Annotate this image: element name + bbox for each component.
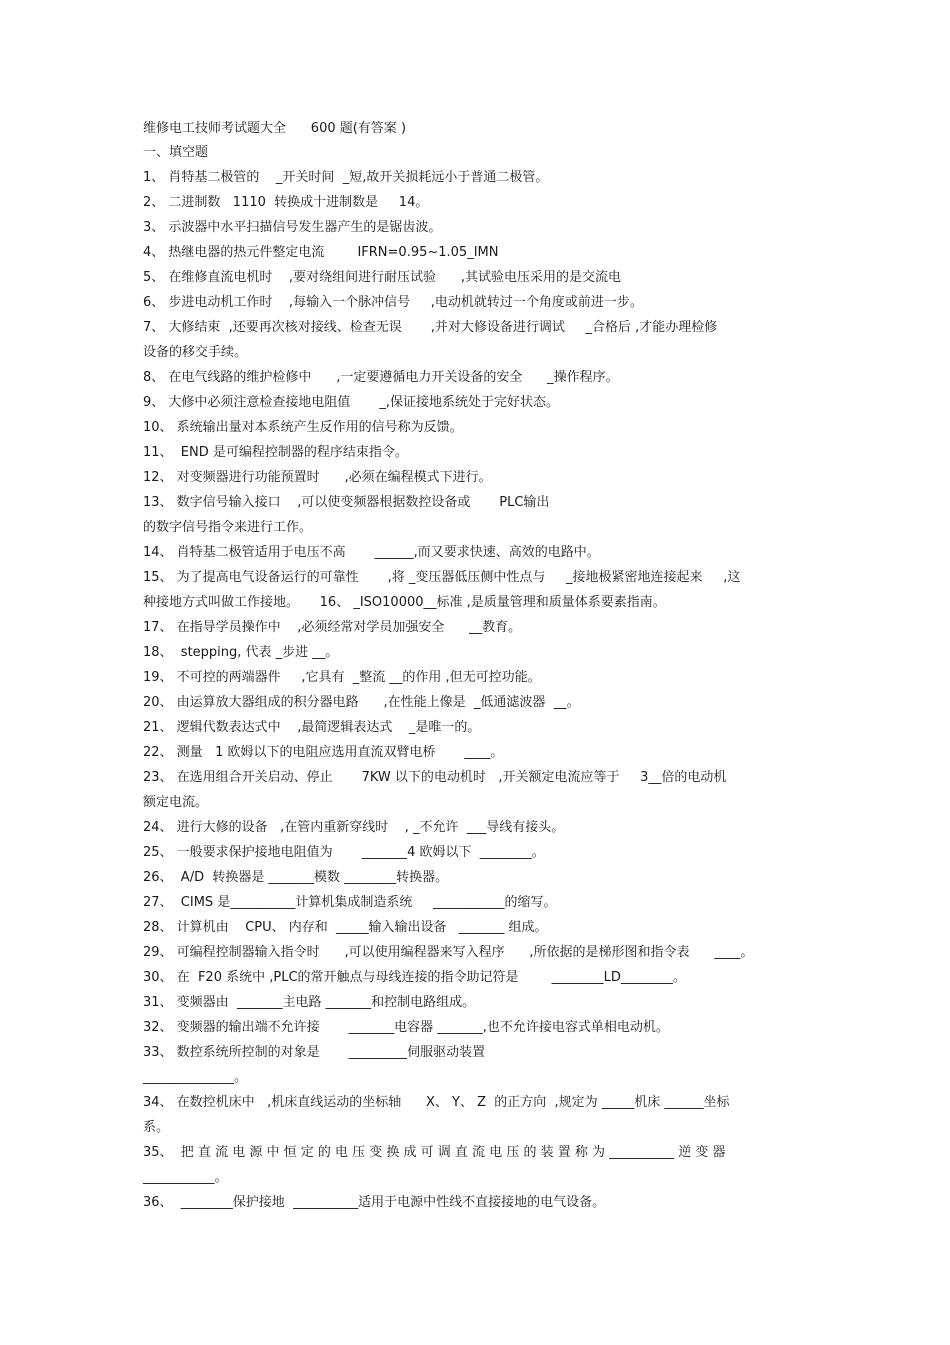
question-line: 6、 步进电动机工作时 ,每输入一个脉冲信号 ,电动机就转过一个角度或前进一步。 — [143, 295, 643, 310]
question-line: 额定电流。 — [143, 795, 209, 810]
question-line: 33、 数控系统所控制的对象是 _________伺服驱动装置 — [143, 1045, 486, 1060]
question-line: 9、 大修中必须注意检查接地电阻值 _,保证接地系统处于完好状态。 — [143, 395, 559, 410]
question-line: 22、 测量 1 欧姆以下的电阻应选用直流双臂电桥 ____。 — [143, 745, 504, 760]
question-line: 32、 变频器的输出端不允许接 _______电容器 _______,也不允许接电容式单相电动机。 — [143, 1020, 669, 1035]
question-line: 系。 — [143, 1120, 170, 1135]
question-line: 2、 二进制数 1110 转换成十进制数是 14。 — [143, 195, 429, 210]
question-line: 15、 为了提高电气设备运行的可靠性 ,将 _变压器低压侧中性点与 _接地极紧密地连接起来 ,这 — [143, 570, 741, 585]
section-heading: 一、填空题 — [143, 145, 209, 160]
question-line: 14、 肖特基二极管适用于电压不高 ______,而又要求快速、高效的电路中。 — [143, 545, 600, 560]
question-line: 34、 在数控机床中 ,机床直线运动的坐标轴 X、 Y、 Z 的正方向 ,规定为 _____机床 ______坐标 — [143, 1095, 730, 1110]
question-line: 设备的移交手续。 — [143, 345, 248, 360]
question-line: 30、 在 F20 系统中 ,PLC的常开触点与母线连接的指令助记符是 ________LD________。 — [143, 970, 686, 985]
question-line: 7、 大修结束 ,还要再次核对接线、检查无误 ,并对大修设备进行调试 _合格后 ,才能办理检修 — [143, 320, 718, 335]
question-line: 18、 stepping, 代表 _步进 __。 — [143, 645, 339, 660]
question-line: 25、 一般要求保护接地电阻值为 _______4 欧姆以下 ________。 — [143, 845, 545, 860]
question-line: 17、 在指导学员操作中 ,必须经常对学员加强安全 __教育。 — [143, 620, 522, 635]
question-line: 28、 计算机由 CPU、 内存和 _____输入输出设备 _______ 组成。 — [143, 920, 548, 935]
question-line: 11、 END 是可编程控制器的程序结束指令。 — [143, 445, 408, 460]
document-title: 维修电工技师考试题大全 600 题(有答案 ) — [143, 121, 407, 136]
question-line: 10、 系统输出量对本系统产生反作用的信号称为反馈。 — [143, 420, 463, 435]
question-line: 36、 ________保护接地 __________适用于电源中性线不直接接地的电气设备。 — [143, 1195, 606, 1210]
document-body — [143, 117, 823, 1215]
question-line: 20、 由运算放大器组成的积分器电路 ,在性能上像是 _低通滤波器 __。 — [143, 695, 580, 710]
question-line: 4、 热继电器的热元件整定电流 IFRN=0.95~1.05_IMN — [143, 245, 499, 260]
question-line: 13、 数字信号输入接口 ,可以使变频器根据数控设备或 PLC输出 — [143, 495, 550, 510]
question-line: 29、 可编程控制器输入指令时 ,可以使用编程器来写入程序 ,所依据的是梯形图和指令表 ____。 — [143, 945, 754, 960]
question-list — [143, 165, 823, 1215]
question-line: 23、 在选用组合开关启动、停止 7KW 以下的电动机时 ,开关额定电流应等于 3__倍的电动机 — [143, 770, 727, 785]
question-line: 的数字信号指令来进行工作。 — [143, 520, 313, 535]
question-line: 21、 逻辑代数表达式中 ,最简逻辑表达式 _是唯一的。 — [143, 720, 481, 735]
question-line: 24、 进行大修的设备 ,在管内重新穿线时 , _不允许 ___导线有接头。 — [143, 820, 565, 835]
question-line: 1、 肖特基二极管的 _开关时间 _短,故开关损耗远小于普通二极管。 — [143, 170, 549, 185]
question-line: 种接地方式叫做工作接地。 16、 _ISO10000__标准 ,是质量管理和质量体系要素指南。 — [143, 595, 666, 610]
question-line: 35、 把 直 流 电 源 中 恒 定 的 电 压 变 换 成 可 调 直 流 电 压 的 装 置 称 为 __________ 逆 变 器 — [143, 1145, 726, 1160]
question-line: 3、 示波器中水平扫描信号发生器产生的是锯齿波。 — [143, 220, 442, 235]
question-line: ___________。 — [143, 1170, 228, 1185]
question-line: 5、 在维修直流电机时 ,要对绕组间进行耐压试验 ,其试验电压采用的是交流电 — [143, 270, 621, 285]
question-line: 31、 变频器由 _______主电路 _______和控制电路组成。 — [143, 995, 476, 1010]
question-line: 8、 在电气线路的维护检修中 ,一定要遵循电力开关设备的安全 _操作程序。 — [143, 370, 619, 385]
question-line: 19、 不可控的两端器件 ,它具有 _整流 __的作用 ,但无可控功能。 — [143, 670, 541, 685]
question-line: 26、 A/D 转换器是 _______模数 ________转换器。 — [143, 870, 449, 885]
question-line: 12、 对变频器进行功能预置时 ,必须在编程模式下进行。 — [143, 470, 492, 485]
question-line: 27、 CIMS 是__________计算机集成制造系统 ___________的缩写。 — [143, 895, 557, 910]
question-line: ______________。 — [143, 1070, 248, 1085]
